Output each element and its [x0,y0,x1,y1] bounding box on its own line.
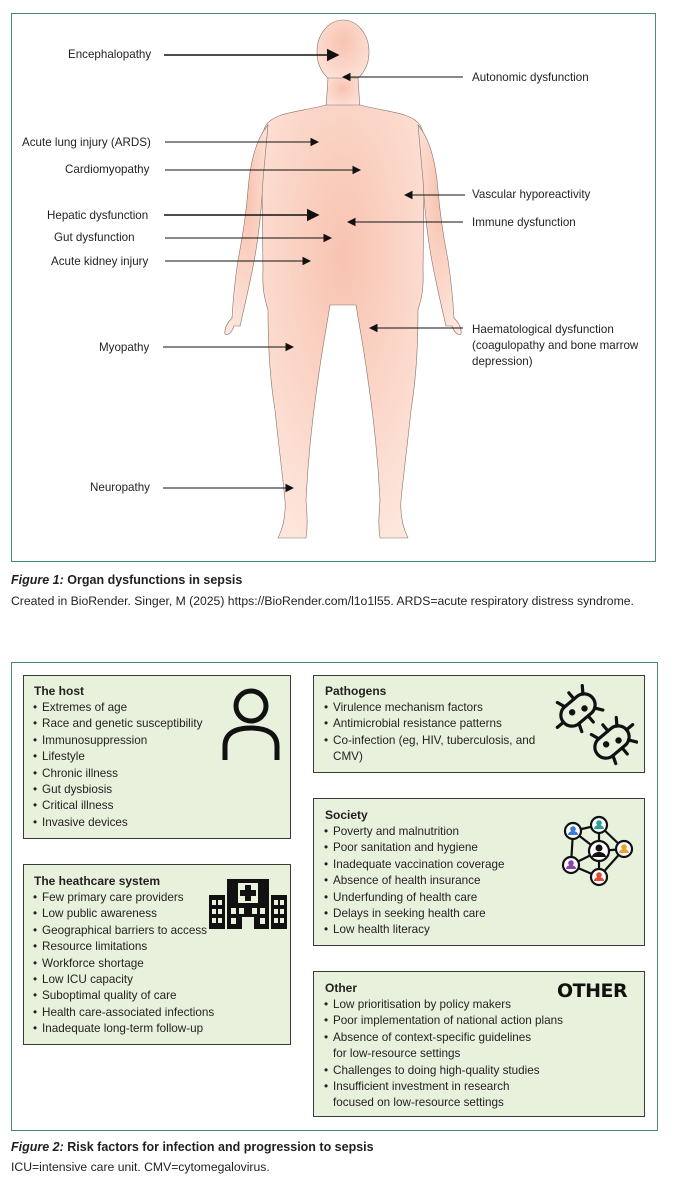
list-item: • Poverty and malnutrition [324,825,460,838]
list-item: • Critical illness [33,799,114,813]
list-item: focused on low-resource settings [333,1096,504,1110]
social-network-icon [559,813,637,889]
list-item: • Lifestyle [33,750,85,764]
list-item: • Inadequate long-term follow-up [33,1022,204,1036]
healthcare-list [33,890,214,1038]
label-encephalopathy: Encephalopathy [68,48,152,61]
society-title: Society [325,808,368,822]
list-item: • Poor implementation of national action plans [324,1014,563,1028]
list-item: • Insufficient investment in research [324,1080,510,1094]
label-cardiomyopathy: Cardiomyopathy [65,163,150,176]
figure2-caption-label: Figure 2: [11,1140,64,1154]
list-item: • Low prioritisation by policy makers [324,998,511,1011]
label-gut-dysfunction: Gut dysfunction [54,231,135,244]
box-pathogens [313,675,645,773]
list-item: • Invasive devices [33,815,128,829]
box-society [313,798,645,946]
list-item: • Absence of context-specific guidelines [324,1030,532,1044]
box-the-host [23,675,291,839]
society-list [324,824,505,939]
box-other [313,971,645,1117]
list-item: • Low ICU capacity [33,973,133,987]
label-haematological-dysfunction: Haematological dysfunction (coagulopathy and bone marrow depression) [472,323,639,368]
label-hepatic-dysfunction: Hepatic dysfunction [47,209,149,222]
list-item: • Suboptimal quality of care [33,989,177,1003]
figure2-caption-heading: Risk factors for infection and progression to sepsis [67,1140,374,1154]
list-item: • Geographical barriers to access [33,923,208,937]
list-item: • Absence of health insurance [324,874,481,888]
list-item: • Resource limitations [33,940,148,954]
pathogens-list [324,700,535,766]
list-item: • Workforce shortage [33,956,144,970]
list-item: • Gut dysbiosis [33,783,113,797]
list-item: • Virulence mechanism factors [324,701,483,714]
pathogen-bacteria-icon [554,684,638,768]
list-item: • Challenges to doing high-quality studies [324,1063,540,1077]
list-item: • Low health literacy [324,923,430,937]
box-healthcare-system [23,864,291,1045]
list-item: • Few primary care providers [33,891,184,904]
label-acute-lung-injury: Acute lung injury (ARDS) [22,136,151,149]
list-item: • Antimicrobial resistance patterns [324,717,502,731]
list-item: • Poor sanitation and hygiene [324,841,478,855]
host-list [33,700,202,831]
host-title: The host [34,684,84,698]
list-item: • Inadequate vaccination coverage [324,857,505,871]
list-item: • Race and genetic susceptibility [33,717,203,731]
label-acute-kidney-injury: Acute kidney injury [51,255,149,268]
human-body-figure [225,20,461,538]
figure1-caption-heading: Organ dysfunctions in sepsis [67,573,243,587]
list-item: • Health care-associated infections [33,1005,215,1019]
person-icon [220,686,282,762]
list-item: CMV) [333,750,363,764]
other-title: Other [325,981,358,995]
label-immune-dysfunction: Immune dysfunction [472,216,576,229]
other-text-icon: OTHER [557,980,628,1002]
list-item: • Immunosuppression [33,733,148,747]
label-vascular-hyporeactivity: Vascular hyporeactivity [472,188,591,201]
figure2-caption-text: ICU=intensive care unit. CMV=cytomegalovirus. [11,1160,270,1174]
pathogens-title: Pathogens [325,684,387,698]
list-item: • Delays in seeking health care [324,907,486,921]
healthcare-title: The heathcare system [34,874,161,888]
list-item: • Underfunding of health care [324,890,478,904]
list-item: for low-resource settings [333,1047,461,1061]
figure1-caption-text: Created in BioRender. Singer, M (2025) https://BioRender.com/l1o1l55. ARDS=acute respiratory distress syndrome. [11,594,634,608]
list-item: • Low public awareness [33,907,157,921]
label-neuropathy: Neuropathy [90,481,150,494]
figure1-caption-title [11,573,242,587]
figure2-caption-title [11,1140,374,1154]
hospital-icon [209,875,287,929]
other-list [324,997,563,1112]
list-item: • Co-infection (eg, HIV, tuberculosis, and [324,733,536,747]
figure1-caption-label: Figure 1: [11,573,64,587]
list-item: • Extremes of age [33,701,128,714]
label-autonomic-dysfunction: Autonomic dysfunction [472,71,589,84]
label-myopathy: Myopathy [99,341,150,354]
list-item: • Chronic illness [33,766,118,780]
